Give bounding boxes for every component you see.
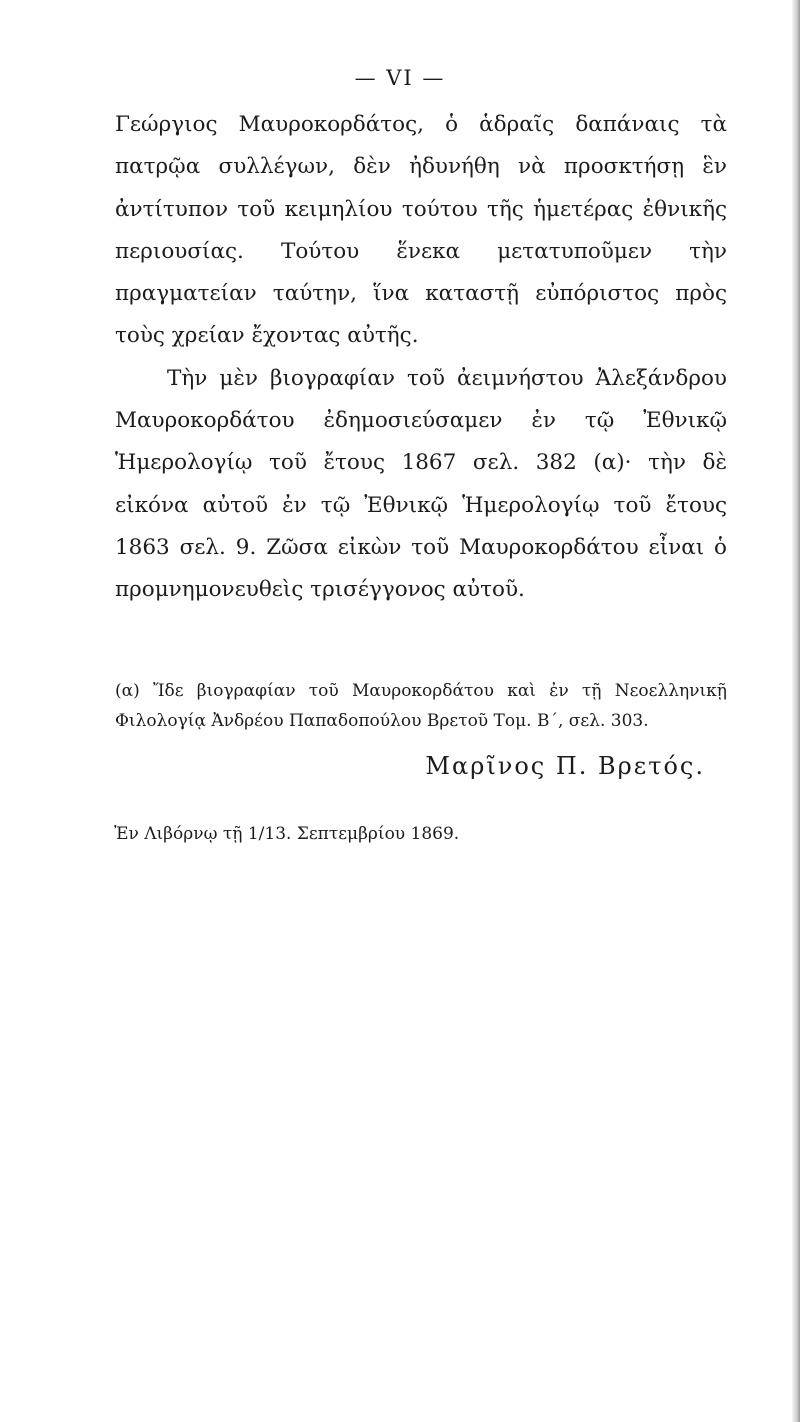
page-number: — VI — — [354, 66, 446, 90]
place-date: Ἐν Λιβόρνῳ τῇ 1/13. Σεπτεμβρίου 1869. — [114, 824, 460, 844]
signature: Μαρῖνος Π. Βρετός. — [425, 752, 705, 780]
footnote-text: (α) Ἴδε βιογραφίαν τοῦ Μαυροκορδάτου καὶ ἐν τῇ Νεοελληνικῇ Φιλολογίᾳ Ἀνδρέου Παπαδοπούλου Βρετοῦ Τομ. Β΄, σελ. 303. — [115, 681, 727, 731]
footnote — [115, 676, 727, 736]
main-text — [115, 104, 727, 612]
paragraph-2: Τὴν μὲν βιογραφίαν τοῦ ἀειμνήστου Ἀλεξάνδρου Μαυροκορδάτου ἐδημοσιεύσαμεν ἐν τῷ Ἐθνικῷ Ἡμερολογίῳ τοῦ ἔτους 1867 σελ. 382 (α)· τὴν δὲ εἰκόνα αὐτοῦ ἐν τῷ Ἐθνικῷ Ἡμερολογίῳ τοῦ ἔτους 1863 σελ. 9. Ζῶσα εἰκὼν τοῦ Μαυροκορδάτου εἶναι ὁ προμνημονευθεὶς τρισέγγονος αὐτοῦ. — [115, 365, 727, 603]
page-edge — [792, 0, 800, 1422]
paragraph-1: Γεώργιος Μαυροκορδάτος, ὁ ἁδραῖς δαπάναις τὰ πατρῷα συλλέγων, δὲν ἠδυνήθη νὰ προσκτήσῃ ἓν ἀντίτυπον τοῦ κειμηλίου τούτου τῆς ἡμετέρας ἐθνικῆς περιουσίας. Τούτου ἕνεκα μετατυποῦμεν τὴν πραγματείαν ταύτην, ἵνα καταστῇ εὐπόριστος πρὸς τοὺς χρείαν ἔχοντας αὐτῆς. — [115, 112, 727, 349]
